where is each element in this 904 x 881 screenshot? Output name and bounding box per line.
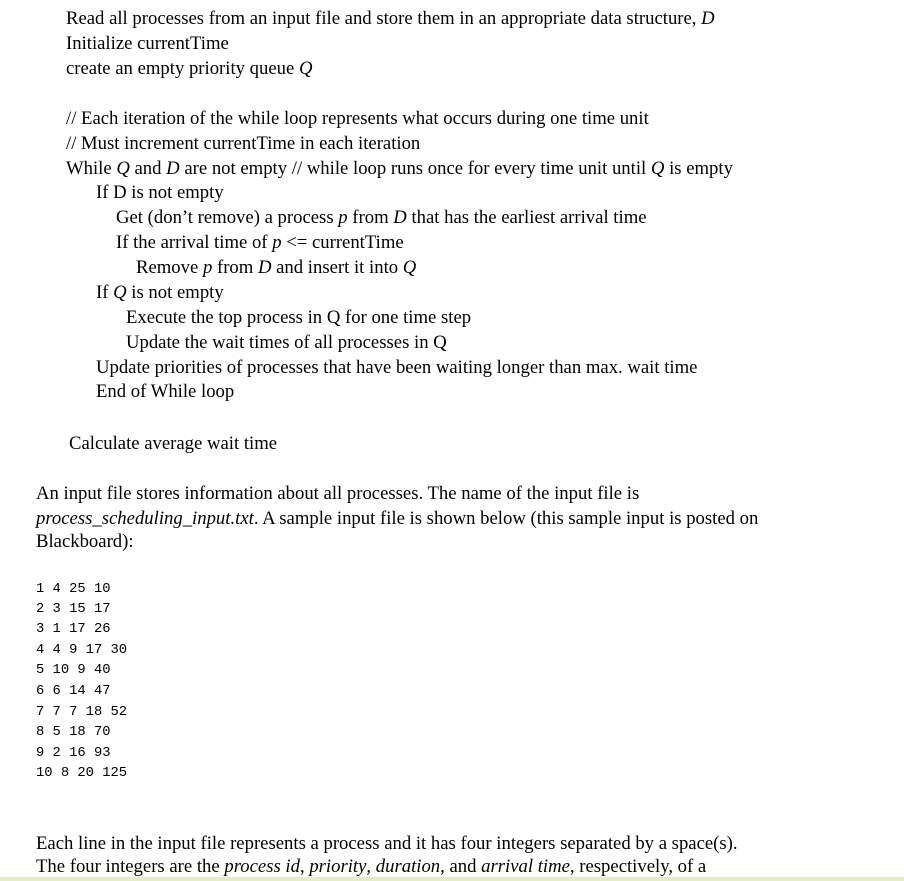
algo-comment-iteration: // Each iteration of the while loop represents what occurs during one time unit (66, 108, 649, 129)
algo-line-init-time: Initialize currentTime (66, 33, 229, 54)
sample-input-line: 1 4 25 10 (36, 582, 111, 597)
algo-remove-insert: Remove p from D and insert it into Q (136, 257, 417, 278)
input-filename: process_scheduling_input.txt (36, 508, 254, 529)
sample-input-line: 8 5 18 70 (36, 725, 111, 740)
paragraph-input-file-line2: process_scheduling_input.txt. A sample input file is shown below (this sample input is posted on (36, 508, 759, 529)
paragraph-line-format-line2: The four integers are the process id, priority, duration, and arrival time, respectively, of a (36, 856, 707, 877)
sample-input-line: 5 10 9 40 (36, 663, 111, 678)
paragraph-input-file-line1: An input file stores information about all processes. The name of the input file is (36, 483, 640, 504)
page-bottom-rule (0, 877, 904, 881)
algo-if-d-not-empty: If D is not empty (96, 182, 224, 203)
algo-if-arrival-time: If the arrival time of p <= currentTime (116, 232, 404, 253)
algo-line-create-queue: create an empty priority queue Q (66, 58, 313, 79)
algo-end-while: End of While loop (96, 381, 235, 402)
paragraph-input-file-line3: Blackboard): (36, 531, 134, 552)
algo-get-process: Get (don’t remove) a process p from D that has the earliest arrival time (116, 207, 647, 228)
sample-input-line: 9 2 16 93 (36, 746, 111, 761)
algo-calc-average: Calculate average wait time (69, 433, 278, 454)
algo-while-line: While Q and D are not empty // while loop runs once for every time unit until Q is empty (66, 158, 733, 179)
algo-update-wait: Update the wait times of all processes in Q (126, 332, 447, 353)
algo-if-q-not-empty: If Q is not empty (96, 282, 224, 303)
algo-execute-top: Execute the top process in Q for one time step (126, 307, 472, 328)
algo-update-priorities: Update priorities of processes that have been waiting longer than max. wait time (96, 357, 698, 378)
sample-input-line: 6 6 14 47 (36, 684, 111, 699)
sample-input-line: 10 8 20 125 (36, 766, 128, 781)
paragraph-line-format-line1: Each line in the input file represents a process and it has four integers separated by a space(s). (36, 833, 738, 854)
algo-line-read-processes: Read all processes from an input file and store them in an appropriate data structure, D (66, 8, 715, 29)
sample-input-line: 2 3 15 17 (36, 602, 111, 617)
algo-comment-increment: // Must increment currentTime in each iteration (66, 133, 421, 154)
sample-input-line: 3 1 17 26 (36, 622, 111, 637)
sample-input-line: 7 7 7 18 52 (36, 705, 128, 720)
sample-input-line: 4 4 9 17 30 (36, 643, 128, 658)
